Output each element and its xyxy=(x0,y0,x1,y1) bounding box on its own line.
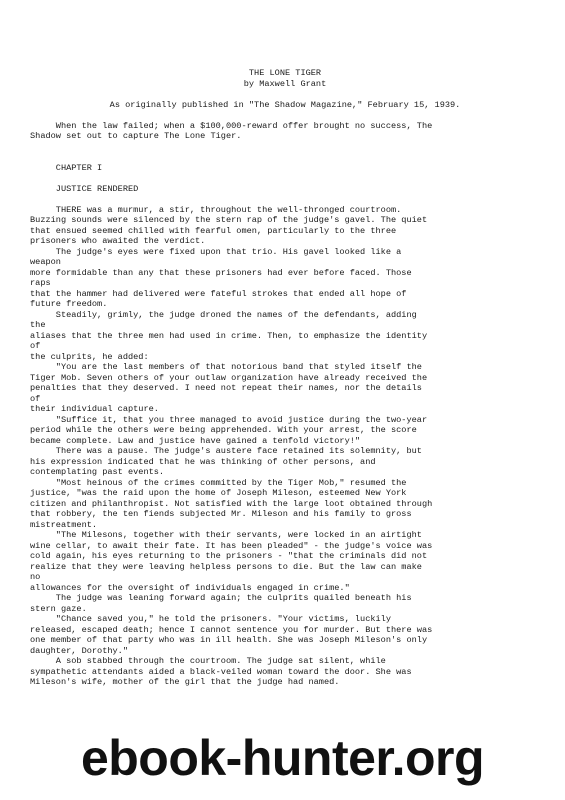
body-text-line: period while the others were being apprehended. With your arrest, the score xyxy=(30,425,417,435)
body-text-line: "Chance saved you," he told the prisoners. "Your victims, luckily xyxy=(30,614,391,624)
body-text-line: Steadily, grimly, the judge droned the names of the defendants, adding xyxy=(30,309,417,320)
body-text-line: The judge's eyes were fixed upon that trio. His gavel looked like a xyxy=(30,246,402,257)
body-text-line: "Most heinous of the crimes committed by the Tiger Mob," resumed the xyxy=(30,477,407,488)
body-text-line: more formidable than any that these prisoners had ever before faced. Those xyxy=(30,267,412,278)
body-text-line: The judge was leaning forward again; the culprits quailed beneath his xyxy=(30,593,412,603)
body-text-line: daughter, Dorothy." xyxy=(30,645,128,656)
document-text xyxy=(30,68,540,688)
publication-note: As originally published in "The Shadow Magazine," February 15, 1939. xyxy=(109,99,461,110)
body-text-line: Tiger Mob. Seven others of your outlaw organization have already received the xyxy=(30,372,428,383)
body-text-line: released, escaped death; hence I cannot sentence you for murder. But there was xyxy=(30,624,433,635)
body-text-line: THERE was a murmur, a stir, throughout the well-thronged courtroom. xyxy=(30,204,402,215)
watermark-logo: ebook-hunter.org xyxy=(80,730,485,786)
body-text-line: allowances for the oversight of individuals engaged in crime." xyxy=(30,582,350,593)
body-text-line: mistreatment. xyxy=(30,519,98,530)
body-text-line: no xyxy=(30,572,41,582)
body-text-line: that the hammer had delivered were fateful strokes that ended all hope of xyxy=(30,288,407,299)
body-text-line: "You are the last members of that notorious band that styled itself the xyxy=(30,362,422,372)
body-text-line: penalties that they deserved. I need not repeat their names, nor the details xyxy=(30,383,422,393)
body-text-line: stern gaze. xyxy=(30,603,87,614)
body-text-line: of xyxy=(30,341,41,351)
chapter-body xyxy=(30,205,540,688)
body-text-line: realize that they were leaving helpless persons to die. But the law can make xyxy=(30,561,422,572)
body-text-line: justice, "was the raid upon the home of Joseph Mileson, esteemed New York xyxy=(30,488,407,498)
story-title: THE LONE TIGER xyxy=(248,68,322,78)
body-text-line: A sob stabbed through the courtroom. The judge sat silent, while xyxy=(30,656,386,666)
intro-line: When the law failed; when a $100,000-reward offer brought no success, The xyxy=(30,120,433,131)
body-text-line: that robbery, the ten fiends subjected Mr. Mileson and his family to gross xyxy=(30,509,412,519)
body-text-line: Buzzing sounds were silenced by the stern rap of the judge's gavel. The quiet xyxy=(30,215,428,225)
body-text-line: that ensued seemed chilled with fearful omen, particularly to the three xyxy=(30,225,397,236)
body-text-line: prisoners who awaited the verdict. xyxy=(30,236,206,246)
story-byline: by Maxwell Grant xyxy=(243,78,327,89)
body-text-line: his expression indicated that he was thinking of other persons, and xyxy=(30,456,376,467)
body-text-line: one member of that party who was in ill health. She was Joseph Mileson's only xyxy=(30,635,428,645)
body-text-line: the xyxy=(30,320,46,330)
body-text-line: became complete. Law and justice have gained a tenfold victory!" xyxy=(30,435,361,446)
body-text-line: aliases that the three men had used in crime. Then, to emphasize the identity xyxy=(30,330,428,341)
body-text-line: "The Milesons, together with their servants, were locked in an airtight xyxy=(30,530,422,540)
body-text-line: cold again, his eyes returning to the prisoners - "that the criminals did not xyxy=(30,551,428,561)
body-text-line: sympathetic attendants aided a black-veiled woman toward the door. She was xyxy=(30,666,412,677)
body-text-line: There was a pause. The judge's austere face retained its solemnity, but xyxy=(30,446,422,456)
body-text-line: contemplating past events. xyxy=(30,467,165,477)
chapter-number: CHAPTER I xyxy=(30,162,103,173)
body-text-line: raps xyxy=(30,278,51,288)
body-text-line: their individual capture. xyxy=(30,404,159,414)
body-text-line: weapon xyxy=(30,257,61,267)
body-text-line: "Suffice it, that you three managed to avoid justice during the two-year xyxy=(30,414,428,425)
intro-line: Shadow set out to capture The Lone Tiger. xyxy=(30,131,242,141)
body-text-line: the culprits, he added: xyxy=(30,351,149,362)
body-text-line: citizen and philanthropist. Not satisfied with the large loot obtained through xyxy=(30,498,433,509)
body-text-line: future freedom. xyxy=(30,299,108,309)
body-text-line: of xyxy=(30,393,41,404)
chapter-title: JUSTICE RENDERED xyxy=(30,183,139,194)
body-text-line: Mileson's wife, mother of the girl that the judge had named. xyxy=(30,677,340,687)
body-text-line: wine cellar, to await their fate. It has been pleaded" - the judge's voice was xyxy=(30,540,433,551)
